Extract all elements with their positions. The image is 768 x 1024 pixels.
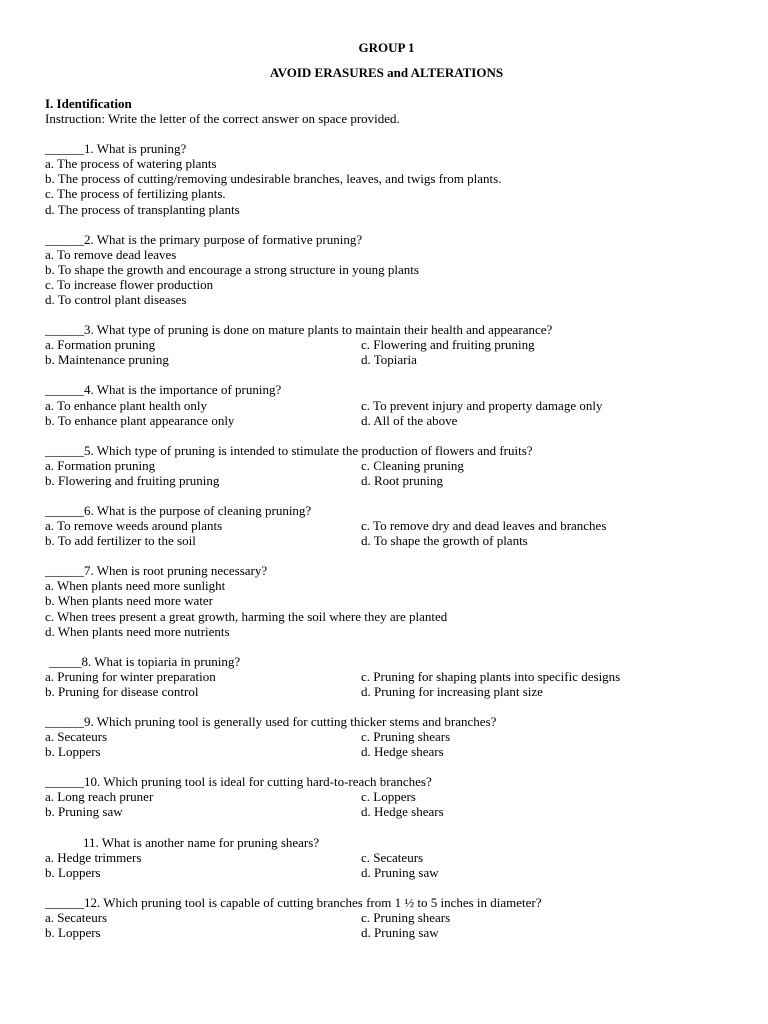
answer-option: c. Pruning shears (361, 729, 451, 745)
answer-option: a. When plants need more sunlight (45, 578, 226, 594)
answer-option: a. Long reach pruner (45, 789, 154, 805)
answer-option: d. Root pruning (361, 472, 443, 488)
option-row (45, 533, 728, 548)
answer-option: d. To shape the growth of plants (361, 533, 528, 549)
question-text: ______3. What type of pruning is done on mature plants to maintain their health and appearance? (45, 322, 553, 338)
question-item (45, 232, 728, 307)
answer-option: c. Loppers (361, 789, 416, 805)
answer-option: c. To prevent injury and property damage only (361, 397, 603, 413)
answer-option: c. When trees present a great growth, harming the soil where they are planted (45, 608, 448, 624)
answer-option: d. To control plant diseases (45, 292, 187, 308)
answer-option: d. Pruning saw (361, 864, 439, 880)
question-item (45, 563, 728, 638)
question-text: ______6. What is the purpose of cleaning pruning? (45, 502, 312, 518)
option-row (45, 925, 728, 940)
answer-option: a. To remove dead leaves (45, 246, 177, 262)
question-text: ______2. What is the primary purpose of formative pruning? (45, 231, 363, 247)
option-row (45, 398, 728, 413)
answer-option: d. All of the above (361, 412, 458, 428)
option-row (45, 684, 728, 699)
answer-option: a. Pruning for winter preparation (45, 668, 216, 684)
answer-option: b. Flowering and fruiting pruning (45, 472, 220, 488)
answer-option: d. Pruning for increasing plant size (361, 683, 543, 699)
answer-option: a. Formation pruning (45, 337, 156, 353)
answer-option: c. Secateurs (361, 849, 424, 865)
answer-option: d. Hedge shears (361, 804, 444, 820)
question-text: 11. What is another name for pruning shears? (83, 834, 320, 850)
answer-option: a. Secateurs (45, 909, 108, 925)
section-heading: I. Identification (45, 96, 132, 111)
answer-option: c. To remove dry and dead leaves and branches (361, 518, 607, 534)
option-row (45, 473, 728, 488)
option-row (45, 729, 728, 744)
option-row (45, 518, 728, 533)
answer-option: b. Pruning for disease control (45, 683, 199, 699)
group-title: GROUP 1 (358, 40, 415, 55)
option-row (45, 865, 728, 880)
question-item (45, 835, 728, 880)
answer-option: d. Topiaria (361, 352, 417, 368)
question-item (45, 654, 728, 699)
option-row (45, 458, 728, 473)
answer-option: b. Loppers (45, 744, 101, 760)
section-instruction: Instruction: Write the letter of the correct answer on space provided. (45, 111, 400, 127)
answer-option: a. Formation pruning (45, 457, 156, 473)
question-list (45, 141, 728, 940)
answer-option: b. To shape the growth and encourage a strong structure in young plants (45, 261, 419, 277)
option-row (45, 910, 728, 925)
answer-option: a. To enhance plant health only (45, 397, 208, 413)
question-text: ______9. Which pruning tool is generally used for cutting thicker stems and branches? (45, 714, 497, 729)
question-text: ______12. Which pruning tool is capable of cutting branches from 1 ½ to 5 inches in diameter? (45, 894, 542, 910)
answer-option: b. To add fertilizer to the soil (45, 533, 196, 549)
answer-option: b. Loppers (45, 864, 101, 880)
question-item (45, 322, 728, 367)
question-text: ______7. When is root pruning necessary? (45, 563, 268, 579)
answer-option: c. The process of fertilizing plants. (45, 186, 226, 202)
question-item (45, 382, 728, 427)
answer-option: b. Pruning saw (45, 804, 123, 820)
answer-option: d. The process of transplanting plants (45, 201, 240, 217)
answer-option: c. To increase flower production (45, 276, 214, 292)
question-item (45, 895, 728, 940)
question-item (45, 141, 728, 216)
question-item (45, 714, 728, 759)
option-row (45, 744, 728, 759)
question-text: ______4. What is the importance of pruning? (45, 382, 282, 398)
question-item (45, 503, 728, 548)
option-row (45, 352, 728, 367)
option-row (45, 413, 728, 428)
answer-option: a. Secateurs (45, 729, 108, 745)
question-text: ______10. Which pruning tool is ideal for cutting hard-to-reach branches? (45, 774, 432, 790)
question-text: ______1. What is pruning? (45, 141, 187, 157)
answer-option: b. To enhance plant appearance only (45, 412, 235, 428)
answer-option: c. Pruning shears (361, 909, 451, 925)
option-row (45, 850, 728, 865)
answer-option: a. To remove weeds around plants (45, 518, 223, 534)
answer-option: a. Hedge trimmers (45, 849, 142, 865)
answer-option: b. When plants need more water (45, 593, 213, 609)
answer-option: d. Pruning saw (361, 925, 439, 941)
answer-option: a. The process of watering plants (45, 156, 217, 172)
answer-option: b. Loppers (45, 925, 101, 941)
option-row (45, 789, 728, 804)
answer-option: d. When plants need more nutrients (45, 623, 230, 639)
question-text: _____8. What is topiaria in pruning? (49, 653, 241, 669)
answer-option: c. Flowering and fruiting pruning (361, 337, 535, 353)
answer-option: b. The process of cutting/removing undesirable branches, leaves, and twigs from plants. (45, 171, 502, 187)
question-item (45, 443, 728, 488)
option-row (45, 804, 728, 819)
question-item (45, 774, 728, 819)
answer-option: b. Maintenance pruning (45, 352, 169, 368)
answer-option: d. Hedge shears (361, 744, 444, 760)
option-row (45, 669, 728, 684)
answer-option: c. Pruning for shaping plants into specific designs (361, 668, 621, 684)
exam-subtitle: AVOID ERASURES and ALTERATIONS (269, 65, 504, 80)
answer-option: c. Cleaning pruning (361, 457, 464, 473)
option-row (45, 337, 728, 352)
question-text: ______5. Which type of pruning is intended to stimulate the production of flowers and fruits? (45, 442, 533, 458)
